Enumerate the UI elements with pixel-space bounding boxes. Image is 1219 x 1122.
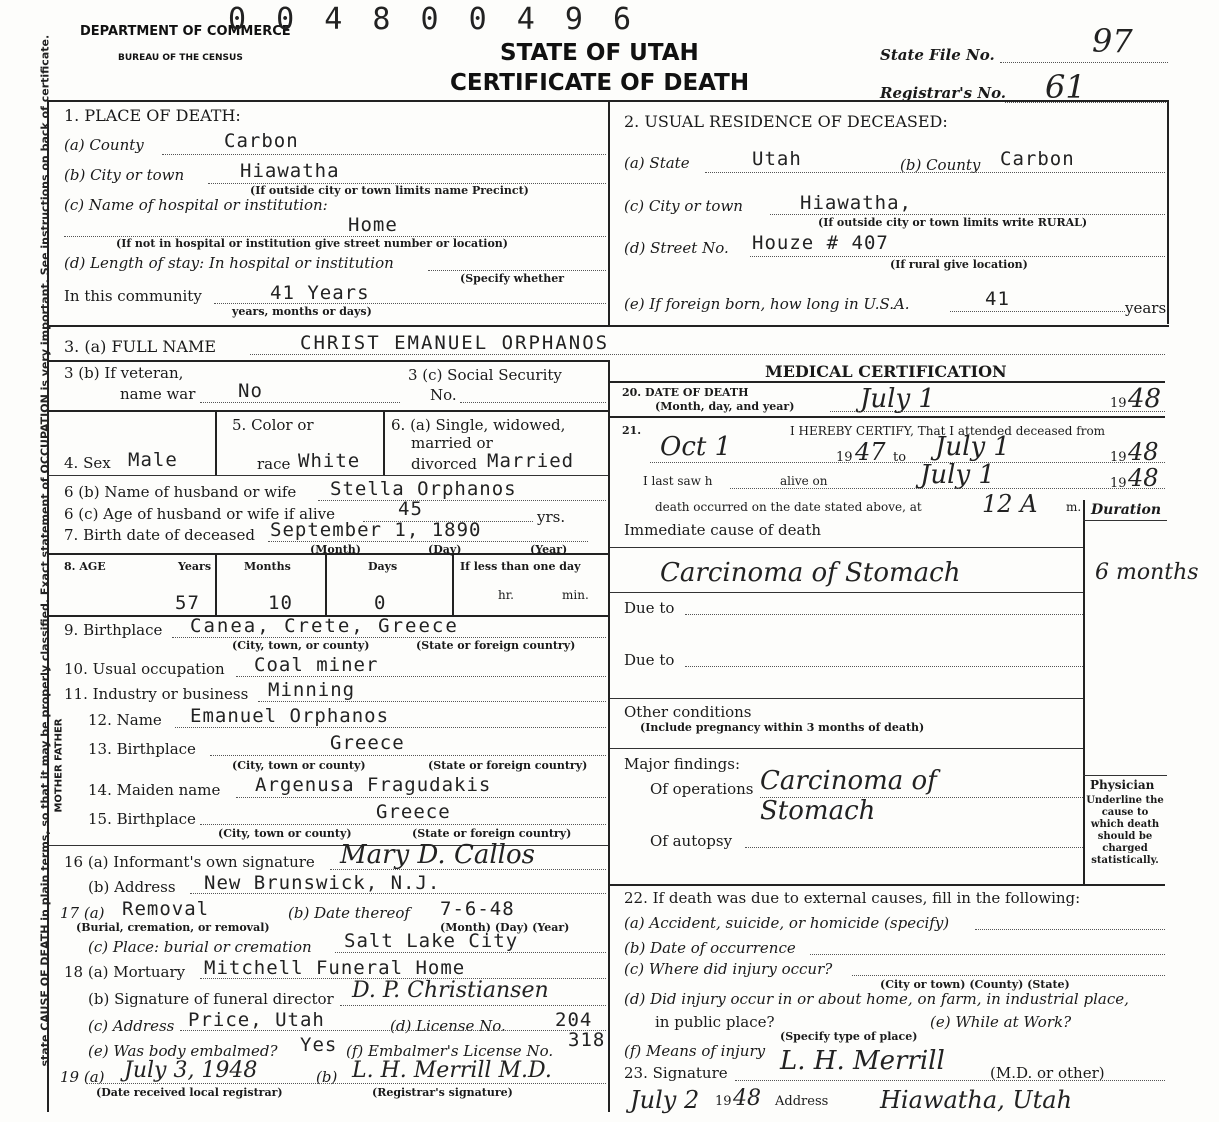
removal-note: (Burial, cremation, or removal) (76, 921, 270, 934)
immediate-cause: Carcinoma of Stomach (660, 558, 961, 588)
birthplace-label: 9. Birthplace (64, 621, 163, 639)
father-birthplace-label: 13. Birthplace (88, 740, 196, 758)
place-type-note: (Specify type of place) (780, 1030, 918, 1043)
death-county-label: (a) County (64, 136, 144, 154)
signature-year-prefix: 19 (715, 1094, 732, 1109)
death-city-note: (If outside city or town limits name Precinct) (250, 184, 529, 197)
mother-birthplace-label: 15. Birthplace (88, 810, 196, 828)
age-less-than-day-header: If less than one day (460, 560, 581, 573)
to-year: 48 (1128, 438, 1159, 466)
death-county: Carbon (224, 130, 299, 152)
to-label: to (893, 450, 907, 465)
autopsy-label: Of autopsy (650, 832, 733, 850)
foreign-born-label: (e) If foreign born, how long in U.S.A. (624, 295, 910, 313)
registrar-number-value: 61 (1045, 68, 1086, 106)
removal-date: 7-6-48 (440, 898, 515, 920)
state-file-label: State File No. (880, 46, 995, 64)
meridiem-label: m. (1066, 500, 1082, 514)
community-length: 41 Years (270, 282, 370, 304)
street-note: (If rural give location) (890, 258, 1028, 271)
mother-maiden-name: Argenusa Fragudakis (255, 774, 492, 796)
physician-header: Physician (1090, 778, 1155, 792)
mother-maiden-label: 14. Maiden name (88, 781, 221, 799)
spouse-age-label: 6 (c) Age of husband or wife if alive (64, 505, 336, 523)
community-label: In this community (64, 287, 202, 305)
race-value: White (298, 450, 361, 472)
received-note: (Date received local registrar) (96, 1086, 283, 1099)
removal-label: 17 (a) (60, 904, 105, 922)
state-title: STATE OF UTAH (500, 40, 699, 66)
parents-side-label: MOTHER FATHER (53, 718, 65, 813)
other-conditions-note: (Include pregnancy within 3 months of death) (640, 721, 925, 734)
signature-year: 48 (733, 1086, 761, 1111)
spouse-label: 6 (b) Name of husband or wife (64, 483, 297, 501)
mortuary: Mitchell Funeral Home (204, 957, 466, 979)
medical-heading: MEDICAL CERTIFICATION (765, 362, 1007, 381)
date-of-death-sublabel: (Month, day, and year) (655, 400, 795, 413)
informant-address: New Brunswick, N.J. (204, 872, 441, 894)
registrar-number-label: Registrar's No. (880, 84, 1007, 102)
from-year-prefix: 19 (836, 450, 853, 465)
age-label: 8. AGE (64, 560, 106, 573)
signature-address-label: Address (775, 1094, 829, 1109)
marital-value: Married (487, 450, 575, 472)
public-place-label: in public place? (655, 1013, 775, 1031)
marital-label: 6. (a) Single, widowed, (391, 416, 566, 434)
received-date: July 3, 1948 (124, 1058, 258, 1083)
other-conditions-label: Other conditions (624, 703, 752, 721)
birth-date: September 1, 1890 (270, 519, 482, 541)
father-name: Emanuel Orphanos (190, 705, 390, 727)
spouse-age: 45 (398, 498, 423, 520)
date-of-death: July 1 (860, 384, 935, 414)
registrar-sig-note: (Registrar's signature) (372, 1086, 513, 1099)
removal-date-label: (b) Date thereof (288, 904, 410, 922)
signature-address: Hiawatha, Utah (880, 1086, 1073, 1114)
birth-month-note: (Month) (310, 543, 361, 556)
stay-label: (d) Length of stay: In hospital or institution (64, 254, 394, 272)
age-years-header: Years (178, 560, 212, 573)
community-note: years, months or days) (232, 305, 372, 318)
residence-county: Carbon (1000, 148, 1075, 170)
hospital-note: (If not in hospital or institution give street number or location) (116, 237, 508, 250)
certificate-title: CERTIFICATE OF DEATH (450, 70, 750, 96)
age-months-header: Months (244, 560, 291, 573)
last-saw-date: July 1 (920, 460, 995, 490)
death-city-label: (b) City or town (64, 166, 185, 184)
death-year: 48 (1128, 384, 1162, 414)
physician-signature-label: 23. Signature (624, 1064, 728, 1082)
father-bp-city-note: (City, town or county) (232, 759, 366, 772)
due-to-label-2: Due to (624, 651, 675, 669)
department-label: DEPARTMENT OF COMMERCE (80, 24, 291, 39)
place-of-death-heading: 1. PLACE OF DEATH: (64, 106, 241, 125)
md-label: (M.D. or other) (990, 1064, 1105, 1082)
to-year-prefix: 19 (1110, 450, 1127, 465)
means-of-injury-label: (f) Means of injury (624, 1042, 766, 1060)
marital-label-2: married or (411, 434, 493, 452)
embalmed-label: (e) Was body embalmed? (88, 1042, 278, 1060)
social-security-label: 3 (c) Social Security (408, 366, 562, 384)
street-label: (d) Street No. (624, 239, 729, 257)
residence-state-label: (a) State (624, 154, 690, 172)
residence-heading: 2. USUAL RESIDENCE OF DECEASED: (624, 112, 948, 131)
mother-bp-state-note: (State or foreign country) (412, 827, 572, 840)
side-instructions: state CAUSE OF DEATH in plain terms, so that it may be properly classified. Exact statement of OCCUPATION is very important. See instructions on back of certificate. (38, 34, 52, 1067)
occurred-time: 12 A (982, 490, 1038, 518)
birthplace-state-note: (State or foreign country) (416, 639, 576, 652)
cause-duration: 6 months (1095, 560, 1199, 585)
embalmed-value: Yes (300, 1034, 338, 1056)
date-of-death-label: 20. DATE OF DEATH (622, 386, 749, 399)
mother-bp-city-note: (City, town or county) (218, 827, 352, 840)
street-address: Houze # 407 (752, 232, 889, 254)
age-months: 10 (268, 592, 293, 614)
birthplace-city-note: (City, town, or county) (232, 639, 370, 652)
father-name-label: 12. Name (88, 711, 162, 729)
birthplace: Canea, Crete, Greece (190, 615, 459, 637)
state-file-value: 97 (1092, 22, 1133, 60)
residence-county-label: (b) County (900, 156, 981, 174)
social-security-label-2: No. (430, 386, 457, 404)
father-bp-state-note: (State or foreign country) (428, 759, 588, 772)
duration-header: Duration (1091, 502, 1162, 518)
due-to-label-1: Due to (624, 599, 675, 617)
immediate-cause-label: Immediate cause of death (624, 521, 822, 539)
last-year: 48 (1128, 464, 1159, 492)
sex-label: 4. Sex (64, 454, 111, 472)
operations-findings: Carcinoma of Stomach (760, 766, 937, 826)
physician-signature: L. H. Merrill (780, 1046, 945, 1076)
bureau-label: BUREAU OF THE CENSUS (118, 53, 243, 63)
occurrence-date-label: (b) Date of occurrence (624, 939, 796, 957)
spouse-age-unit: yrs. (537, 508, 566, 526)
burial-place: Salt Lake City (344, 930, 519, 952)
occurred-label: death occurred on the date stated above, at (655, 500, 922, 514)
certificate-number: 0 0 4 8 0 0 4 9 6 (228, 2, 638, 37)
while-at-work-label: (e) While at Work? (930, 1013, 1072, 1031)
age-years: 57 (175, 592, 200, 614)
minutes-label: min. (562, 588, 589, 602)
spouse-name: Stella Orphanos (330, 478, 517, 500)
injury-location-label: (c) Where did injury occur? (624, 960, 833, 978)
informant-signature: Mary D. Callos (340, 840, 535, 870)
residence-city-note: (If outside city or town limits write RURAL) (818, 216, 1088, 229)
removal-date-note: (Month) (Day) (Year) (440, 921, 570, 934)
race-label: race (257, 455, 291, 473)
burial-place-label: (c) Place: burial or cremation (88, 938, 312, 956)
physician-note: Underline the cause to which death should be charged statistically. (1086, 795, 1164, 866)
age-days: 0 (374, 592, 387, 614)
embalmer-license-label: (f) Embalmer's License No. (346, 1042, 554, 1060)
embalmer-license: 318 (568, 1029, 606, 1051)
operations-label: Of operations (650, 780, 754, 798)
age-days-header: Days (368, 560, 398, 573)
last-saw-label: I last saw h (643, 474, 713, 488)
residence-city-label: (c) City or town (624, 197, 743, 215)
foreign-born-years: 41 (985, 288, 1010, 310)
occupation: Coal miner (254, 654, 379, 676)
marital-label-3: divorced (411, 455, 477, 473)
certify-number: 21. (622, 424, 642, 437)
accident-label: (a) Accident, suicide, or homicide (specify) (624, 914, 950, 932)
veteran-label-2: name war (120, 385, 196, 403)
veteran-label: 3 (b) If veteran, (64, 364, 184, 382)
director-address: Price, Utah (188, 1009, 325, 1031)
death-city: Hiawatha (240, 160, 340, 182)
veteran-value: No (238, 380, 263, 402)
hospital-label: (c) Name of hospital or institution: (64, 196, 328, 214)
full-name-label: 3. (a) FULL NAME (64, 337, 216, 356)
license-number: 204 (555, 1009, 593, 1031)
hospital-name: Home (348, 214, 398, 236)
registrar-sig-label: (b) (316, 1068, 338, 1086)
occupation-label: 10. Usual occupation (64, 660, 225, 678)
attended-from: Oct 1 (660, 432, 732, 462)
birth-date-label: 7. Birth date of deceased (64, 526, 255, 544)
industry: Minning (268, 679, 356, 701)
attended-to: July 1 (935, 432, 1010, 462)
last-year-prefix: 19 (1110, 476, 1127, 491)
registrar-signature: L. H. Merrill M.D. (352, 1058, 552, 1083)
hours-label: hr. (498, 588, 514, 602)
removal-value: Removal (122, 898, 210, 920)
residence-city: Hiawatha, (800, 192, 912, 214)
received-label: 19 (a) (60, 1068, 105, 1086)
major-findings-label: Major findings: (624, 755, 741, 773)
injury-location-note: (City or town) (County) (State) (880, 978, 1070, 991)
mortuary-label: 18 (a) Mortuary (64, 963, 186, 981)
funeral-director-label: (b) Signature of funeral director (88, 990, 334, 1008)
specify-note: (Specify whether (460, 272, 565, 285)
from-year: 47 (855, 438, 886, 466)
father-birthplace: Greece (330, 732, 405, 754)
full-name: CHRIST EMANUEL ORPHANOS (300, 332, 610, 354)
industry-label: 11. Industry or business (64, 685, 249, 703)
color-label: 5. Color or (232, 416, 314, 434)
funeral-director-signature: D. P. Christiansen (352, 978, 549, 1003)
years-label: years (1125, 299, 1167, 317)
sex-value: Male (128, 449, 178, 471)
death-year-prefix: 19 (1110, 396, 1127, 411)
license-label: (d) License No. (390, 1017, 506, 1035)
birth-year-note: (Year) (530, 543, 568, 556)
alive-on-label: alive on (780, 474, 828, 488)
external-heading: 22. If death was due to external causes, fill in the following: (624, 889, 1081, 907)
informant-address-label: (b) Address (88, 878, 176, 896)
birth-day-note: (Day) (428, 543, 462, 556)
director-address-label: (c) Address (88, 1017, 175, 1035)
certify-text: I HEREBY CERTIFY, That I attended deceased from (790, 424, 1106, 438)
informant-sig-label: 16 (a) Informant's own signature (64, 853, 315, 871)
injury-place-label: (d) Did injury occur in or about home, on farm, in industrial place, (624, 990, 1129, 1008)
mother-birthplace: Greece (376, 801, 451, 823)
residence-state: Utah (752, 148, 802, 170)
signature-date: July 2 (630, 1086, 700, 1114)
